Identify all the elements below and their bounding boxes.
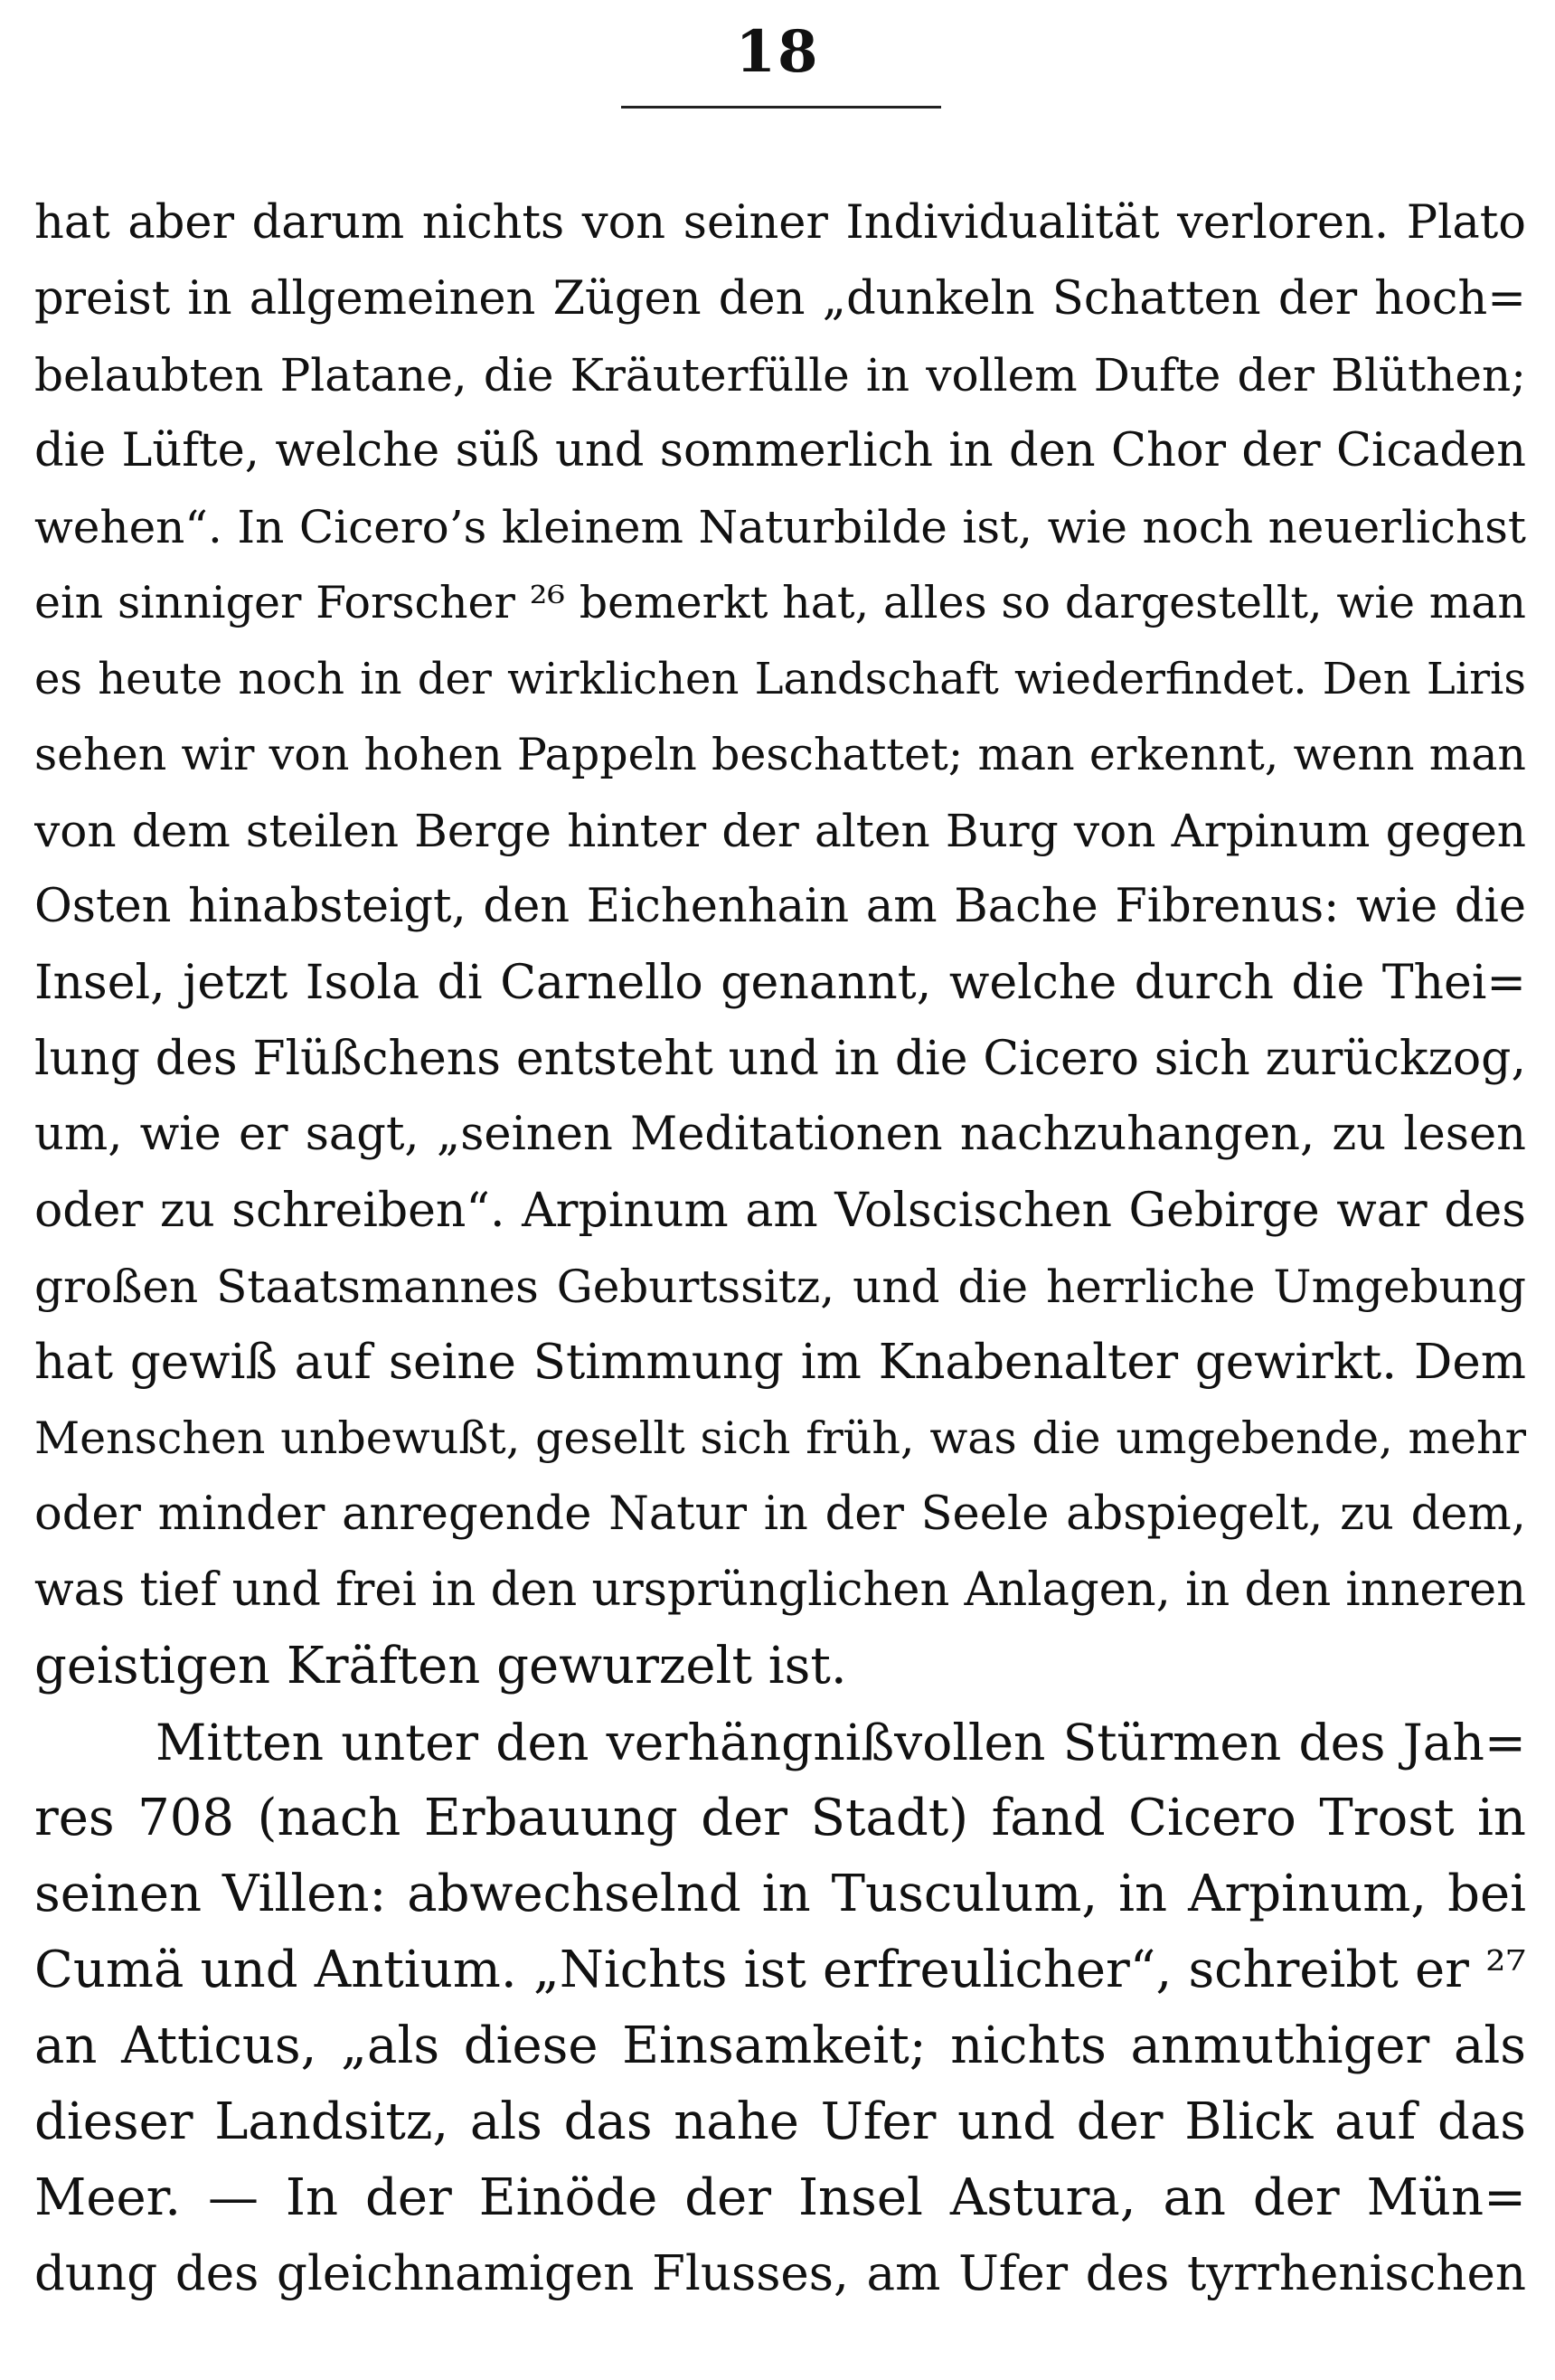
text-line: lung des Flüßchens entsteht und in die Cicero sich zurückzog, (34, 1032, 1526, 1086)
text-line: um, wie er sagt, „seinen Meditationen nachzuhangen, zu lesen (34, 1108, 1526, 1161)
header-rule (621, 106, 941, 109)
text-line: geistigen Kräften gewurzelt ist. (34, 1637, 847, 1695)
text-line: ein sinniger Forscher ²⁶ bemerkt hat, alles so dargestellt, wie man (34, 577, 1526, 628)
text-line: preist in allgemeinen Zügen den „dunkeln Schatten der hoch= (34, 272, 1526, 326)
text-line: Insel, jetzt Isola di Carnello genannt, welche durch die Thei= (34, 956, 1526, 1010)
text-line: hat aber darum nichts von seiner Individualität verloren. Plato (34, 196, 1526, 250)
text-line: sehen wir von hohen Pappeln beschattet; man erkennt, wenn man (34, 729, 1526, 780)
text-line: dieser Landsitz, als das nahe Ufer und der Blick auf das (34, 2092, 1526, 2151)
text-line: res 708 (nach Erbauung der Stadt) fand Cicero Trost in (34, 1789, 1526, 1847)
page-number: 18 (735, 18, 820, 86)
body-text (34, 185, 1526, 2312)
text-line: es heute noch in der wirklichen Landschaft wiederfindet. Den Liris (34, 654, 1526, 704)
text-line: was tief und frei in den ursprünglichen Anlagen, in den inneren (34, 1563, 1526, 1617)
text-line: dung des gleichnamigen Flusses, am Ufer des tyrrhenischen (34, 2246, 1526, 2301)
text-line: oder minder anregende Natur in der Seele abspiegelt, zu dem, (34, 1488, 1526, 1541)
text-line: Menschen unbewußt, gesellt sich früh, was die umgebende, mehr (34, 1412, 1526, 1464)
text-line: Meer. — In der Einöde der Insel Astura, an der Mün= (34, 2168, 1526, 2227)
text-line: Cumä und Antium. „Nichts ist erfreulicher“, schreibt er ²⁷ (34, 1941, 1526, 1999)
text-line: oder zu schreiben“. Arpinum am Volscischen Gebirge war des (34, 1184, 1526, 1238)
text-line: Mitten unter den verhängnißvollen Stürmen des Jah= (156, 1714, 1526, 1771)
text-line: die Lüfte, welche süß und sommerlich in den Chor der Cicaden (34, 424, 1526, 477)
text-line: wehen“. In Cicero’s kleinem Naturbilde ist, wie noch neuerlichst (34, 501, 1526, 553)
text-line: großen Staatsmannes Geburtssitz, und die herrliche Umgebung (34, 1261, 1526, 1313)
text-line: belaubten Platane, die Kräuterfülle in vollem Dufte der Blüthen; (34, 349, 1526, 401)
text-line: hat gewiß auf seine Stimmung im Knabenalter gewirkt. Dem (34, 1335, 1526, 1390)
text-line: Osten hinabsteigt, den Eichenhain am Bache Fibrenus: wie die (34, 880, 1526, 933)
text-line: von dem steilen Berge hinter der alten Burg von Arpinum gegen (34, 805, 1526, 857)
text-line: an Atticus, „als diese Einsamkeit; nichts anmuthiger als (34, 2016, 1526, 2075)
text-line: seinen Villen: abwechselnd in Tusculum, in Arpinum, bei (34, 1865, 1526, 1923)
